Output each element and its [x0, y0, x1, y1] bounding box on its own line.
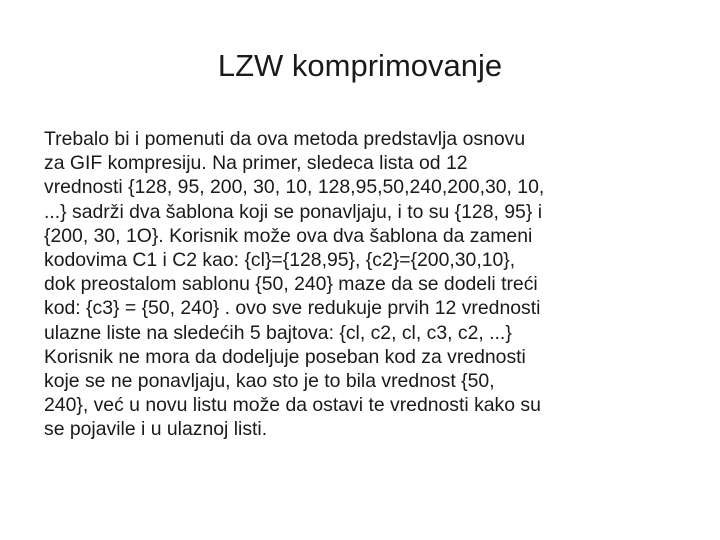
slide-body-text — [44, 127, 680, 442]
body-line: ...} sadrži dva šablona koji se ponavljaju, i to su {128, 95} i — [44, 200, 543, 223]
body-line: se pojavile i u ulaznoj listi. — [44, 418, 268, 441]
body-line: koje se ne ponavljaju, kao sto je to bila vrednost {50, — [44, 370, 495, 393]
body-line: kodovima C1 i C2 kao: {cl}={128,95}, {c2}={200,30,10}, — [44, 249, 516, 272]
body-line: {200, 30, 1O}. Korisnik može ova dva šablona da zameni — [44, 224, 533, 247]
body-line: 240}, već u novu listu može da ostavi te vrednosti kako su — [44, 394, 541, 417]
slide-title: LZW komprimovanje — [217, 48, 503, 83]
body-line: ulazne liste na sledećih 5 bajtova: {cl, c2, cl, c3, c2, ...} — [44, 321, 512, 344]
body-line: Trebalo bi i pomenuti da ova metoda predstavlja osnovu — [44, 128, 526, 150]
body-line: kod: {c3} = {50, 240} . ovo sve redukuje prvih 12 vrednosti — [44, 297, 541, 320]
body-line: dok preostalom sablonu {50, 240} maze da se dodeli treći — [44, 273, 538, 296]
body-line: vrednosti {128, 95, 200, 30, 10, 128,95,50,240,200,30, 10, — [44, 176, 545, 199]
body-line: za GIF kompresiju. Na primer, sledeca lista od 12 — [44, 152, 468, 175]
body-line: Korisnik ne mora da dodeljuje poseban kod za vrednosti — [44, 345, 526, 368]
